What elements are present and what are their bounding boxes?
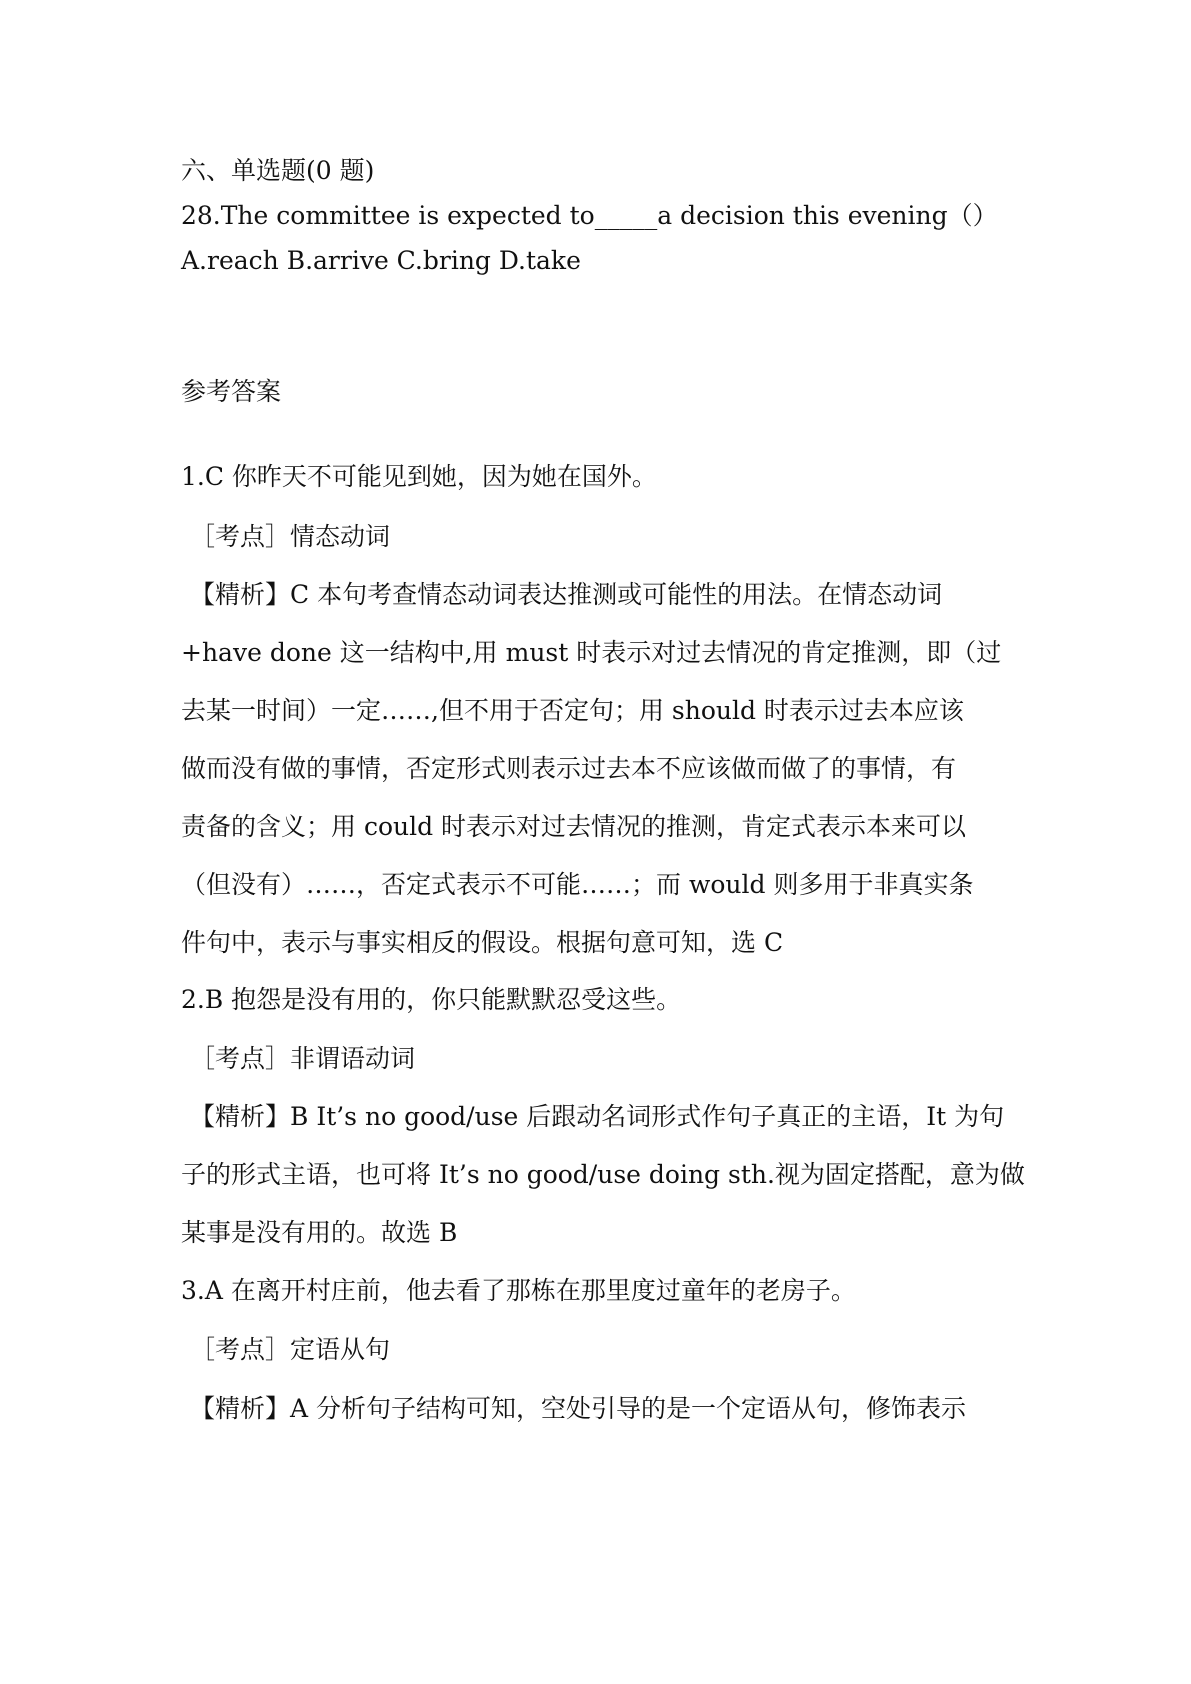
answer-analysis-line: 做而没有做的事情，否定形式则表示过去本不应该做而做了的事情，有	[181, 754, 957, 783]
answer-analysis-line: 某事是没有用的。故选 B	[181, 1218, 458, 1247]
question-options: A.reach B.arrive C.bring D.take	[181, 246, 581, 275]
answer-analysis-line: 【精析】C 本句考查情态动词表达推测或可能性的用法。在情态动词	[190, 580, 943, 609]
answer-analysis-line: +have done 这一结构中,用 must 时表示对过去情况的肯定推测，即（过	[181, 638, 1002, 667]
answer-analysis-line: 件句中，表示与事实相反的假设。根据句意可知，选 C	[181, 928, 784, 957]
answer-title: 3.A 在离开村庄前，他去看了那栋在那里度过童年的老房子。	[181, 1276, 856, 1305]
answer-analysis-line: （但没有）……，否定式表示不可能……；而 would 则多用于非真实条	[181, 870, 974, 899]
answer-analysis-line: 子的形式主语，也可将 It’s no good/use doing sth.视为固定搭配，意为做	[181, 1160, 1025, 1189]
answer-title: 1.C 你昨天不可能见到她，因为她在国外。	[181, 462, 657, 491]
answer-analysis-line: 【精析】B It’s no good/use 后跟动名词形式作句子真正的主语，It 为句	[190, 1102, 1005, 1131]
answers-heading: 参考答案	[181, 377, 282, 406]
answer-analysis-line: 去某一时间）一定……,但不用于否定句；用 should 时表示过去本应该	[181, 696, 964, 725]
answer-title: 2.B 抱怨是没有用的，你只能默默忍受这些。	[181, 985, 682, 1014]
answer-point: ［考点］定语从句	[190, 1335, 391, 1364]
answer-point: ［考点］非谓语动词	[190, 1044, 416, 1073]
answer-point: ［考点］情态动词	[190, 522, 391, 551]
answer-analysis-line: 【精析】A 分析句子结构可知，空处引导的是一个定语从句，修饰表示	[190, 1394, 967, 1423]
answer-analysis-line: 责备的含义；用 could 时表示对过去情况的推测，肯定式表示本来可以	[181, 812, 967, 841]
question-stem: 28.The committee is expected to_____a decision this evening（）	[181, 201, 998, 230]
section-heading: 六、单选题(0 题)	[181, 156, 375, 185]
